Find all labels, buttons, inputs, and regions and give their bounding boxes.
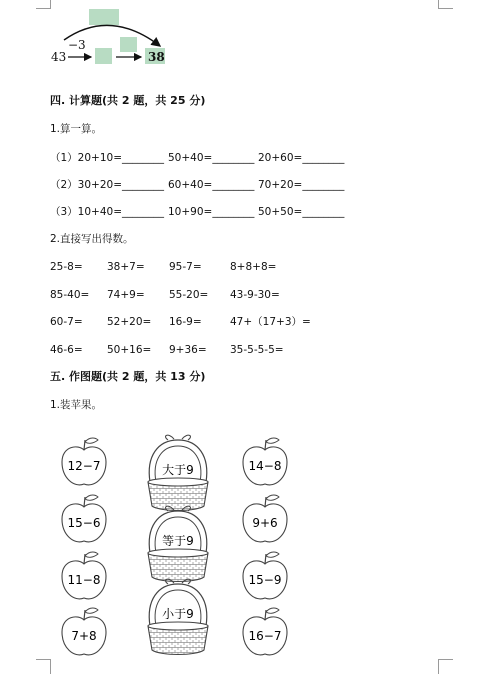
left-apple-label: 12−7 [67,459,101,473]
corner-mark-top-right [438,0,453,9]
operation-label: −3 [68,38,86,52]
oral-3-4: 47+（17+3）= [230,316,311,328]
section-5-q1-title: 1.装苹果。 [50,399,103,411]
calc-1-1: （1）20+10=________ [50,152,164,164]
calc-3-2: 10+90=________ [168,206,255,218]
oral-1-4: 8+8+8= [230,261,277,273]
calc-2-1: （2）30+20=________ [50,179,164,191]
right-apple-label: 9+6 [252,516,278,530]
oral-1-3: 95-7= [169,261,202,273]
oral-4-2: 50+16= [107,344,152,356]
oral-2-2: 74+9= [107,289,145,301]
oral-2-4: 43-9-30= [230,289,280,301]
oral-3-1: 60-7= [50,316,83,328]
basket-label-equal: 等于9 [162,534,194,548]
oral-4-1: 46-6= [50,344,83,356]
oral-1-2: 38+7= [107,261,145,273]
diagram-arrows [0,0,200,70]
calc-2-3: 70+20=________ [258,179,345,191]
calc-2-2: 60+40=________ [168,179,255,191]
calc-1-3: 20+60=________ [258,152,345,164]
apple-basket-figure [0,420,494,660]
right-apple-label: 15−9 [248,573,282,587]
left-apple-label: 7+8 [71,629,97,643]
basket-label-greater: 大于9 [162,463,194,477]
oral-2-1: 85-40= [50,289,90,301]
left-apple-label: 11−8 [67,573,101,587]
oral-4-3: 9+36= [169,344,207,356]
oral-3-3: 16-9= [169,316,202,328]
result-number: 38 [148,50,165,64]
basket-label-less: 小于9 [162,607,194,621]
oral-1-1: 25-8= [50,261,83,273]
start-number: 43 [51,50,67,64]
right-apple-label: 16−7 [248,629,282,643]
calc-1-2: 50+40=________ [168,152,255,164]
corner-mark-bottom-right [438,659,453,674]
calc-3-1: （3）10+40=________ [50,206,164,218]
oral-4-4: 35-5-5-5= [230,344,284,356]
section-4-q2-title: 2.直接写出得数。 [50,233,134,245]
right-apple-label: 14−8 [248,459,282,473]
section-4-title: 四. 计算题(共 2 题，共 25 分) [50,94,206,107]
corner-mark-bottom-left [36,659,51,674]
left-apple-label: 15−6 [67,516,101,530]
oral-3-2: 52+20= [107,316,152,328]
calc-3-3: 50+50=________ [258,206,345,218]
section-5-title: 五. 作图题(共 2 题，共 13 分) [50,370,206,383]
oral-2-3: 55-20= [169,289,209,301]
section-4-q1-title: 1.算一算。 [50,123,103,135]
